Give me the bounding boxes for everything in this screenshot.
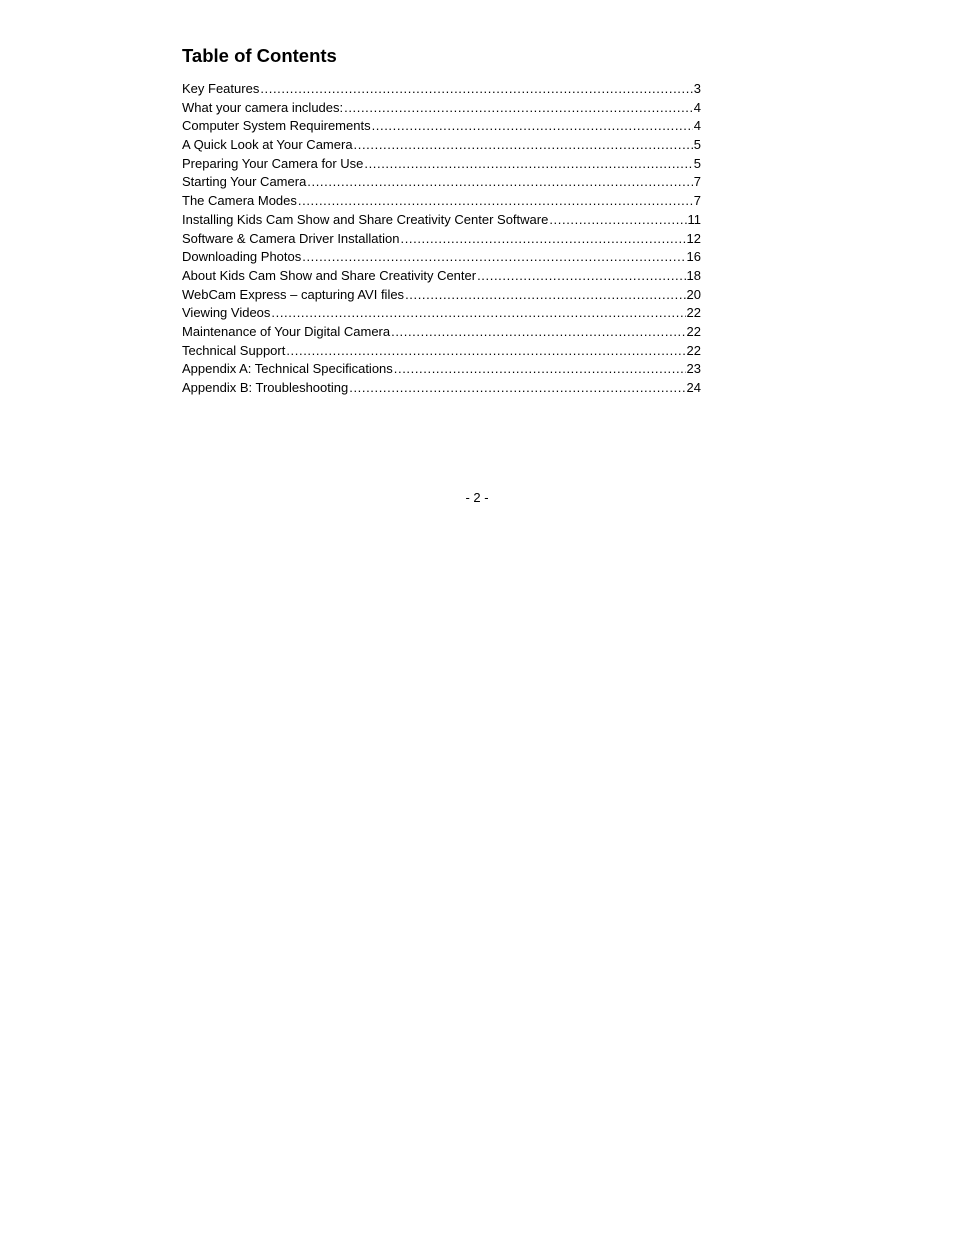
toc-dot-leader: [344, 99, 693, 118]
toc-entry-label: Downloading Photos: [182, 249, 302, 265]
toc-entry[interactable]: [182, 360, 701, 379]
toc-entry-page: 5: [693, 137, 701, 153]
toc-entry-page: 3: [693, 81, 701, 96]
toc-entry-label: The Camera Modes: [182, 193, 297, 209]
toc-entry-page: 22: [686, 342, 701, 358]
toc-dot-leader: [477, 267, 685, 286]
toc-entry-label: What your camera includes:: [182, 99, 344, 115]
toc-entry-page: 20: [686, 286, 701, 302]
toc-dot-leader: [391, 323, 685, 342]
toc-entry-label: Appendix A: Technical Specifications: [182, 361, 393, 377]
toc-dot-leader: [394, 360, 686, 379]
toc-entry-page: 5: [693, 155, 701, 171]
toc-dot-leader: [298, 192, 693, 211]
toc-entry-label: Key Features: [182, 81, 260, 96]
toc-dot-leader: [307, 173, 692, 192]
toc-entry[interactable]: [182, 211, 701, 230]
toc-dot-leader: [372, 117, 693, 136]
toc-entry-label: Technical Support: [182, 342, 286, 358]
toc-entry[interactable]: [182, 323, 701, 342]
toc-entry[interactable]: [182, 80, 701, 99]
toc-entry-page: 4: [693, 118, 701, 134]
toc-dot-leader: [400, 230, 685, 249]
toc-entry[interactable]: [182, 342, 701, 361]
toc-entry-label: About Kids Cam Show and Share Creativity Center: [182, 267, 477, 283]
toc-dot-leader: [364, 155, 692, 174]
toc-entry-page: 16: [686, 249, 701, 265]
toc-entry-label: Maintenance of Your Digital Camera: [182, 323, 391, 339]
toc-entry[interactable]: [182, 99, 701, 118]
toc-entry-label: Starting Your Camera: [182, 174, 307, 190]
toc-dot-leader: [302, 248, 685, 267]
toc-dot-leader: [260, 80, 692, 99]
toc-entry-page: 23: [686, 361, 701, 377]
toc-dot-leader: [286, 342, 685, 361]
toc-entry[interactable]: [182, 379, 701, 398]
toc-entry[interactable]: [182, 173, 701, 192]
toc-dot-leader: [549, 211, 686, 230]
toc-entry-label: Installing Kids Cam Show and Share Creativity Center Software: [182, 211, 549, 227]
toc-entry[interactable]: [182, 248, 701, 267]
toc-entry-page: 18: [686, 267, 701, 283]
toc-entry-label: WebCam Express – capturing AVI files: [182, 286, 405, 302]
toc-entry[interactable]: [182, 136, 701, 155]
toc-entry[interactable]: [182, 155, 701, 174]
toc-dot-leader: [271, 304, 685, 323]
toc-entry[interactable]: [182, 304, 701, 323]
toc-entry-page: 22: [686, 323, 701, 339]
toc-entry-label: Viewing Videos: [182, 305, 271, 321]
toc-entry-page: 24: [686, 380, 701, 395]
toc-entry[interactable]: [182, 267, 701, 286]
toc-entry[interactable]: [182, 230, 701, 249]
toc-entry-label: Software & Camera Driver Installation: [182, 230, 400, 246]
toc-entry[interactable]: [182, 286, 701, 305]
toc-entry-page: 22: [686, 305, 701, 321]
toc-dot-leader: [349, 379, 685, 398]
toc-dot-leader: [354, 136, 693, 155]
toc-entry-page: 4: [693, 99, 701, 115]
toc-entry-page: 12: [686, 230, 701, 246]
toc-entry[interactable]: [182, 117, 701, 136]
toc-title: Table of Contents: [182, 45, 337, 66]
toc-list: [182, 80, 701, 398]
toc-entry-page: 7: [693, 193, 701, 209]
toc-entry-page: 7: [693, 174, 701, 190]
toc-entry-label: A Quick Look at Your Camera: [182, 137, 353, 153]
toc-entry[interactable]: [182, 192, 701, 211]
toc-entry-label: Computer System Requirements: [182, 118, 371, 134]
page-number: - 2 -: [465, 490, 489, 505]
toc-entry-page: 11: [687, 211, 701, 227]
toc-entry-label: Preparing Your Camera for Use: [182, 155, 364, 171]
toc-entry-label: Appendix B: Troubleshooting: [182, 380, 349, 395]
toc-dot-leader: [405, 286, 685, 305]
